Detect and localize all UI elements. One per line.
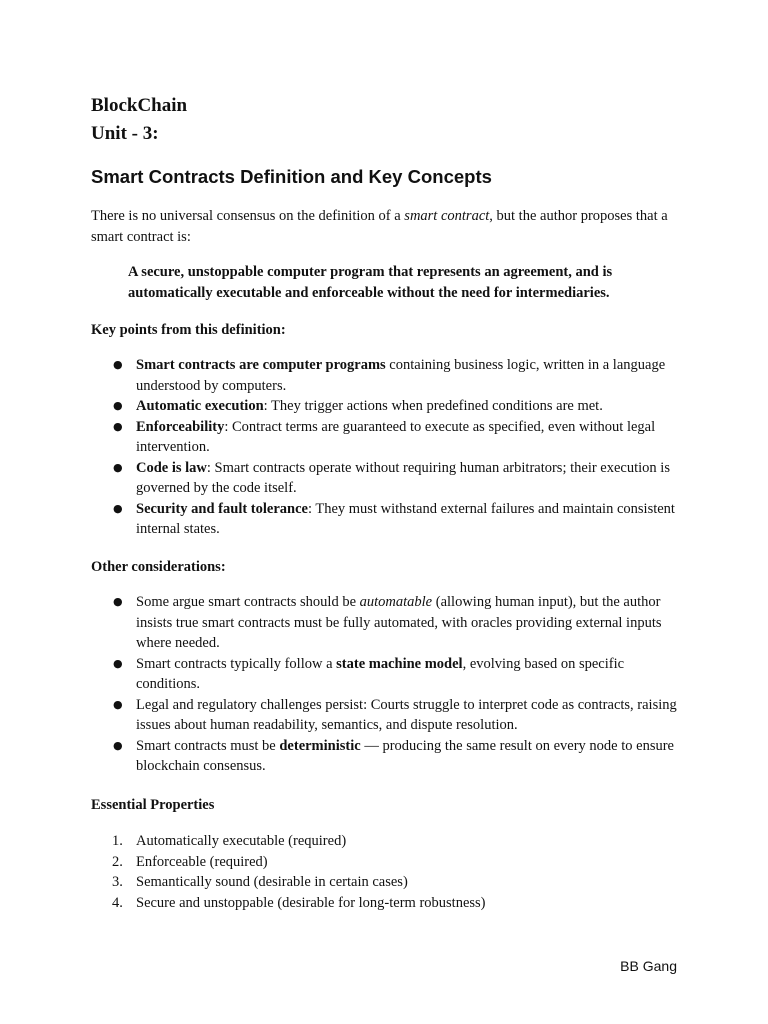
key-point-bold: Smart contracts are computer programs [136,357,386,373]
key-point-bold: Security and fault tolerance [136,500,308,517]
bullet-icon: ● [113,738,123,752]
section-title: Smart Contracts Definition and Key Concepts [91,166,492,187]
consideration-bold: state machine model [336,655,463,672]
list-item [0,654,686,695]
intro-emphasis: smart contract [404,208,490,224]
property-text: Secure and unstoppable (desirable for long-term robustness) [136,894,486,911]
intro-text-before: There is no universal consensus on the definition of a [91,208,405,224]
key-point-bold: Enforceability [136,418,225,435]
bullet-icon: ● [113,501,123,515]
list-number: 4. [112,894,123,911]
key-point-text: : Smart contracts operate without requiring human arbitrators; their execution is governed by the code itself. [136,459,670,496]
consideration-text-after: — producing the same result on every node to ensure blockchain consensus. [136,737,674,774]
consideration-text-after: , evolving based on specific conditions. [136,655,625,692]
consideration-text-after: (allowing human input), but the author insists true smart contracts must be fully automated, with oracles providing external inputs where needed. [136,594,662,651]
key-points-list [0,355,768,540]
list-item [0,417,686,458]
key-point-text: containing business logic, written in a language understood by computers. [136,357,666,394]
key-point-bold: Automatic execution [136,398,264,414]
key-point-text: : Contract terms are guaranteed to execute as specified, even without legal intervention. [136,418,656,455]
list-item [0,458,686,499]
bullet-icon: ● [113,419,123,433]
list-item [0,893,686,914]
essential-properties-list [0,831,768,913]
consideration-bold: deterministic [279,737,361,754]
key-points-heading: Key points from this definition: [91,322,286,338]
course-title: BlockChain [91,95,188,116]
key-point-text: : They must withstand external failures and maintain consistent internal states. [136,500,675,537]
bullet-icon: ● [113,595,123,608]
consideration-text-before: Smart contracts must be [136,737,280,754]
key-point-bold: Code is law [136,459,207,476]
bullet-icon: ● [113,399,123,412]
definition-quote: A secure, unstoppable computer program that represents an agreement, and is automatically executable and enforceable without the need for intermediaries. [128,264,613,301]
page-footer: BB Gang [620,958,677,974]
list-item [0,736,686,777]
other-considerations-heading: Other considerations: [91,559,226,575]
bullet-icon: ● [113,358,123,371]
other-considerations-list [0,592,768,777]
list-item [0,355,686,396]
list-number: 1. [112,833,123,849]
property-text: Automatically executable (required) [136,833,347,849]
list-item [0,852,686,873]
list-item [0,592,686,654]
unit-title: Unit - 3: [91,123,159,144]
consideration-text-before: Smart contracts typically follow a [136,655,337,672]
bullet-icon: ● [113,656,123,670]
property-text: Enforceable (required) [136,853,268,870]
consideration-text-before: Some argue smart contracts should be [136,594,360,610]
list-item [0,499,686,540]
list-number: 3. [112,874,123,890]
bullet-icon: ● [113,460,123,474]
consideration-text: Legal and regulatory challenges persist: Courts struggle to interpret code as contracts, raising issues about human readability, semantics, and dispute resolution. [136,696,677,733]
intro-paragraph [91,206,681,247]
bullet-icon: ● [113,697,123,711]
intro-text-after: , but the author proposes that a smart contract is: [91,208,668,245]
consideration-italic: automatable [359,594,433,610]
essential-properties-heading: Essential Properties [91,797,215,813]
list-item [0,396,686,417]
property-text: Semantically sound (desirable in certain cases) [136,874,408,890]
list-number: 2. [112,853,123,870]
list-item [0,831,686,852]
list-item [0,872,686,893]
key-point-text: : They trigger actions when predefined conditions are met. [263,398,603,414]
list-item [0,695,686,736]
